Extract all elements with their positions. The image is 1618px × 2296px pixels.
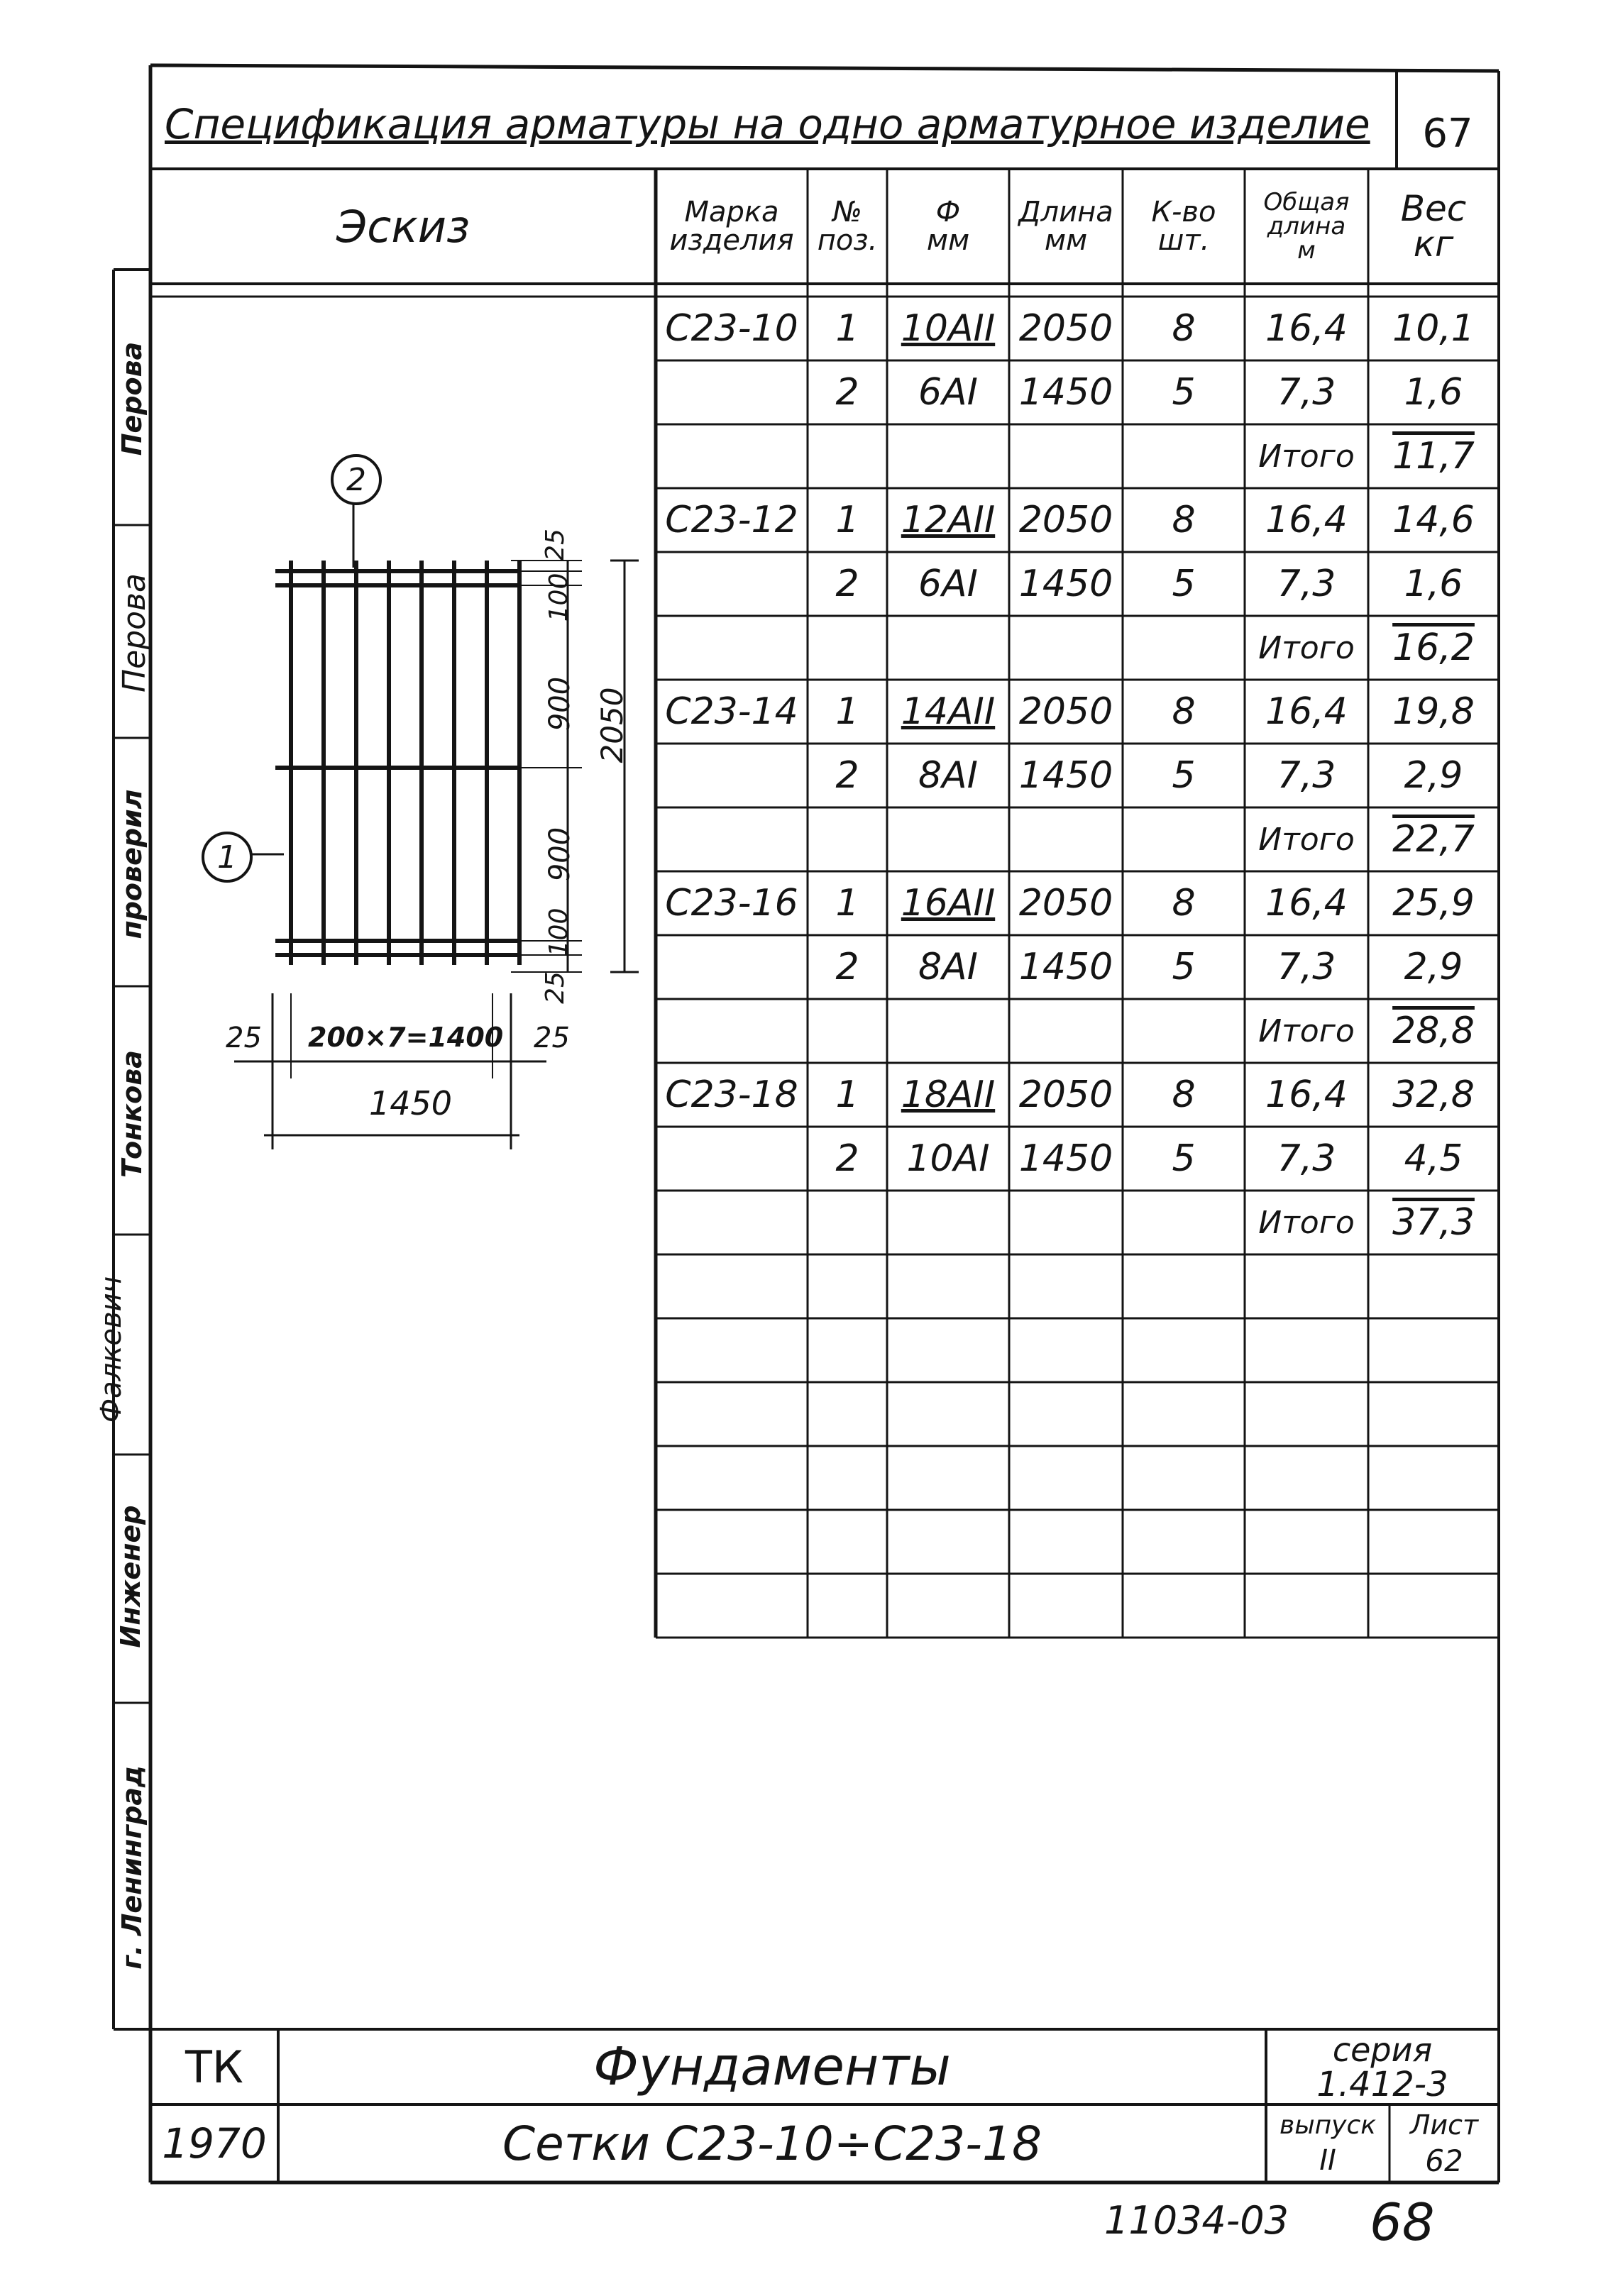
spec-title: Спецификация арматуры на одно арматурное изделие xyxy=(165,100,1370,148)
cell-diam: 18АII xyxy=(901,1074,996,1116)
column-header-line: шт. xyxy=(1157,224,1210,257)
stamp-author-signature: Перова xyxy=(116,341,148,456)
cell-length: 1450 xyxy=(1018,563,1113,605)
cell-pos: 2 xyxy=(835,371,859,414)
column-header-line: длина xyxy=(1267,212,1346,241)
cell-total: Итого xyxy=(1258,1204,1355,1241)
cell-diam: 10АII xyxy=(901,307,996,350)
column-header-line: кг xyxy=(1413,223,1454,265)
column-header-line: мм xyxy=(926,224,970,257)
cell-qty: 8 xyxy=(1172,499,1196,541)
column-header-line: поз. xyxy=(817,224,878,257)
cell-total: 16,4 xyxy=(1265,882,1348,925)
callout-position-2 xyxy=(331,454,382,505)
title-org: ТК xyxy=(185,2041,243,2093)
dim-total-height: 2050 xyxy=(595,687,629,763)
cell-length: 1450 xyxy=(1018,754,1113,797)
cell-length: 2050 xyxy=(1018,1074,1113,1116)
cell-total: 16,4 xyxy=(1265,499,1348,541)
cell-length: 2050 xyxy=(1018,307,1113,350)
stamp-city: г. Ленинград xyxy=(116,1765,148,1970)
dim-bar-spacing: 200×7=1400 xyxy=(308,1022,504,1053)
cell-qty: 8 xyxy=(1172,882,1196,925)
cell-qty: 5 xyxy=(1172,371,1196,414)
callout-1-label: 1 xyxy=(217,839,237,876)
cell-weight: 28,8 xyxy=(1392,1010,1475,1052)
cell-qty: 5 xyxy=(1172,754,1196,797)
cell-diam: 8АI xyxy=(918,946,978,988)
cell-total: Итого xyxy=(1258,821,1355,858)
cell-pos: 2 xyxy=(835,563,859,605)
cell-pos: 1 xyxy=(835,307,859,350)
title-issue-label: выпуск xyxy=(1279,2110,1377,2140)
cell-qty: 5 xyxy=(1172,1137,1196,1180)
page-tag: 67 xyxy=(1422,110,1473,157)
cell-mark: С23-16 xyxy=(665,882,798,925)
dim-total-width: 1450 xyxy=(369,1084,453,1122)
title-year: 1970 xyxy=(162,2119,267,2168)
cell-pos: 1 xyxy=(835,690,859,733)
cell-total: Итого xyxy=(1258,1012,1355,1049)
title-sheet-value: 62 xyxy=(1425,2143,1463,2178)
cell-weight: 11,7 xyxy=(1392,435,1475,478)
title-issue-value: II xyxy=(1319,2144,1336,2177)
dim-left-cover: 25 xyxy=(226,1022,262,1054)
cell-weight: 2,9 xyxy=(1404,754,1463,797)
dim-top-spacing: 100 xyxy=(544,573,573,622)
title-sheet-name: Сетки С23-10÷С23-18 xyxy=(502,2116,1042,2171)
cell-mark: С23-12 xyxy=(665,499,798,541)
column-header-line: К-во xyxy=(1151,196,1216,228)
cell-length: 2050 xyxy=(1018,690,1113,733)
cell-weight: 14,6 xyxy=(1392,499,1475,541)
cell-total: 7,3 xyxy=(1277,946,1336,988)
column-header-line: Длина xyxy=(1018,196,1113,228)
cell-diam: 16АII xyxy=(901,882,996,925)
callout-position-1 xyxy=(202,832,253,883)
cell-mark: С23-10 xyxy=(665,307,798,350)
column-header-line: № xyxy=(832,196,862,228)
cell-length: 1450 xyxy=(1018,1137,1113,1180)
cell-diam: 12АII xyxy=(901,499,996,541)
column-header-line: Марка xyxy=(684,196,779,228)
cell-diam: 6АI xyxy=(918,371,978,414)
cell-qty: 8 xyxy=(1172,1074,1196,1116)
cell-weight: 25,9 xyxy=(1392,882,1475,925)
cell-mark: С23-18 xyxy=(665,1074,798,1116)
cell-weight: 1,6 xyxy=(1404,371,1463,414)
cell-weight: 37,3 xyxy=(1392,1201,1475,1244)
dim-lower-span: 900 xyxy=(544,827,576,882)
cell-weight: 10,1 xyxy=(1392,307,1475,350)
cell-length: 1450 xyxy=(1018,371,1113,414)
stamp-role-checker: Тонкова xyxy=(116,1050,148,1178)
cell-length: 1450 xyxy=(1018,946,1113,988)
cell-pos: 1 xyxy=(835,1074,859,1116)
dim-top-cover: 25 xyxy=(541,529,570,561)
sketch-column-header: Эскиз xyxy=(336,200,470,253)
cell-weight: 1,6 xyxy=(1404,563,1463,605)
column-header-line: Ф xyxy=(935,196,961,228)
stamp-role-engineer: Инженер xyxy=(115,1505,146,1648)
cell-total: Итого xyxy=(1258,438,1355,475)
cell-qty: 8 xyxy=(1172,307,1196,350)
dim-bottom-cover: 25 xyxy=(541,971,570,1004)
cell-diam: 14АII xyxy=(901,690,996,733)
cell-weight: 22,7 xyxy=(1392,818,1475,861)
page-number: 68 xyxy=(1370,2192,1435,2252)
cell-weight: 16,2 xyxy=(1392,627,1475,669)
cell-total: Итого xyxy=(1258,629,1355,666)
cell-diam: 8АI xyxy=(918,754,978,797)
column-header-line: изделия xyxy=(669,224,794,257)
title-series-value: 1.412-3 xyxy=(1316,2065,1448,2104)
cell-qty: 5 xyxy=(1172,563,1196,605)
column-header-line: м xyxy=(1297,236,1316,265)
cell-qty: 8 xyxy=(1172,690,1196,733)
cell-length: 2050 xyxy=(1018,882,1113,925)
cell-diam: 6АI xyxy=(918,563,978,605)
title-sheet-label: Лист xyxy=(1409,2109,1479,2141)
cell-total: 7,3 xyxy=(1277,754,1336,797)
cell-weight: 2,9 xyxy=(1404,946,1463,988)
cell-pos: 2 xyxy=(835,1137,859,1180)
cell-pos: 2 xyxy=(835,754,859,797)
cell-total: 16,4 xyxy=(1265,307,1348,350)
column-header-line: Вес xyxy=(1400,188,1467,229)
cell-diam: 10АI xyxy=(906,1137,990,1180)
cell-pos: 1 xyxy=(835,499,859,541)
cell-total: 16,4 xyxy=(1265,690,1348,733)
cell-mark: С23-14 xyxy=(665,690,798,733)
cell-qty: 5 xyxy=(1172,946,1196,988)
cell-total: 7,3 xyxy=(1277,1137,1336,1180)
cell-length: 2050 xyxy=(1018,499,1113,541)
cell-weight: 19,8 xyxy=(1392,690,1475,733)
dim-right-cover: 25 xyxy=(534,1022,570,1054)
dim-upper-span: 900 xyxy=(544,676,576,732)
cell-weight: 4,5 xyxy=(1404,1137,1463,1180)
cell-total: 16,4 xyxy=(1265,1074,1348,1116)
dim-bottom-spacing: 100 xyxy=(544,907,573,957)
stamp-author-name: Перова xyxy=(116,573,153,692)
cell-total: 7,3 xyxy=(1277,371,1336,414)
cell-total: 7,3 xyxy=(1277,563,1336,605)
title-series-label: серия xyxy=(1332,2031,1433,2069)
cell-pos: 1 xyxy=(835,882,859,925)
archive-number: 11034-03 xyxy=(1104,2198,1289,2243)
title-subject: Фундаменты xyxy=(593,2036,951,2097)
cell-pos: 2 xyxy=(835,946,859,988)
cell-weight: 32,8 xyxy=(1392,1074,1475,1116)
stamp-engineer-signature: Фалкевич xyxy=(95,1276,128,1423)
column-header-line: Общая xyxy=(1263,188,1350,216)
callout-2-label: 2 xyxy=(346,461,366,498)
stamp-checked-label: проверил xyxy=(116,789,148,939)
column-header-line: мм xyxy=(1044,224,1088,257)
